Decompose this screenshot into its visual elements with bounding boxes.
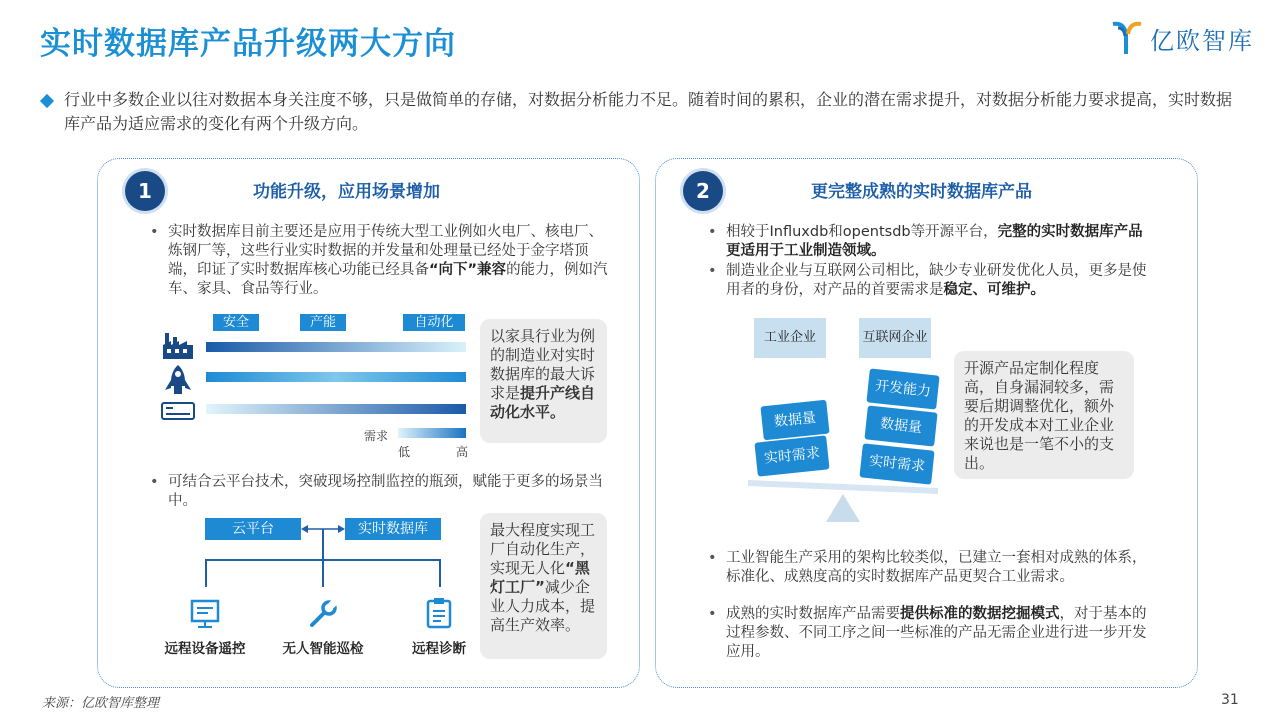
- panel-number-badge: 2: [683, 171, 723, 211]
- bullet-item: • 可结合云平台技术，突破现场控制监控的瓶颈，赋能于更多的场景当中。: [150, 474, 603, 509]
- intro-text: 行业中多数企业以往对数据本身关注度不够，只是做简单的存储，对数据分析能力不足。随着时间的累积，企业的潜在需求提升，对数据分析能力要求提高，实时数据库产品为适应需求的变化有两个升级方向。: [64, 90, 1233, 133]
- remote-control-label: 远程设备遥控: [164, 641, 246, 657]
- bullet-item: • 实时数据库目前主要还是应用于传统大型工业例如火电厂、核电厂、炼钢厂等，这些行业实时数据的并发量和处理量已经处于金字塔顶端，印证了实时数据库核心功能已经具备“向下”兼容的能力，例如汽车、家具、食品等行业。: [150, 224, 608, 297]
- chip-capacity: 产能: [300, 314, 346, 331]
- tile-data-volume: 数据量: [864, 405, 937, 446]
- air-conditioner-icon: [161, 401, 195, 431]
- logo-text: 亿欧智库: [1150, 26, 1254, 55]
- smart-inspection-label: 无人智能巡检: [282, 641, 364, 657]
- logo: [1110, 18, 1254, 58]
- remote-diagnosis-label: 远程诊断: [412, 641, 466, 657]
- panel-title: 更完整成熟的实时数据库产品: [811, 182, 1032, 202]
- connector-line: [205, 559, 207, 587]
- bullet-item: • 工业智能生产采用的架构比较类似，已建立一套相对成熟的体系，标准化、成熟度高的实时数据库产品更契合工业需求。: [708, 550, 1147, 585]
- cloud-platform-box: 云平台: [205, 518, 301, 540]
- panel-title: 功能升级，应用场景增加: [253, 182, 440, 202]
- realtime-db-box: 实时数据库: [345, 518, 441, 540]
- tile-data-volume: 数据量: [760, 400, 829, 441]
- bullet-item: • 制造业企业与互联网公司相比，缺少专业研发优化人员，更多是使用者的身份，对产品的首要需求是稳定、可维护。: [708, 263, 1147, 298]
- diamond-bullet-icon: [40, 94, 54, 108]
- connector-line: [322, 529, 324, 559]
- legend-gradient: [398, 428, 466, 438]
- bullet-item: • 相较于Influxdb和opentsdb等开源平台，完整的实时数据库产品更适用于工业制造领域。: [708, 224, 1143, 259]
- chip-safety: 安全: [213, 314, 259, 331]
- legend-high-label: 高: [456, 445, 469, 459]
- industrial-enterprise-tag: 工业企业: [754, 318, 826, 358]
- connector-line: [439, 559, 441, 587]
- chip-automation: 自动化: [403, 314, 465, 331]
- callout-dark-factory: 最大程度实现工厂自动化生产，实现无人化“黑灯工厂”减少企业人力成本，提高生产效率。: [480, 513, 607, 659]
- tile-realtime-demand: 实时需求: [859, 443, 934, 484]
- page-title: 实时数据库产品升级两大方向: [40, 26, 456, 62]
- wrench-icon: [308, 599, 338, 629]
- clipboard-icon: [425, 597, 453, 629]
- legend-demand-label: 需求: [364, 429, 389, 443]
- demand-bar-automation-high: [206, 404, 466, 414]
- bullet-item: • 成熟的实时数据库产品需要提供标准的数据挖掘模式，对于基本的过程参数、不同工序之间一些标准的产品无需企业进行进一步开发应用。: [708, 606, 1147, 660]
- callout-furniture: 以家具行业为例的制造业对实时数据库的最大诉求是提升产线自动化水平。: [480, 319, 607, 443]
- panel-number-badge: 1: [125, 171, 165, 211]
- internet-enterprise-tag: 互联网企业: [859, 318, 931, 358]
- intro-paragraph: [42, 88, 1242, 136]
- connector-line: [322, 559, 324, 587]
- tile-dev-capability: 开发能力: [866, 368, 939, 409]
- panel-mature-product: [655, 158, 1198, 688]
- rocket-icon: [161, 364, 195, 394]
- callout-open-source: 开源产品定制化程度高，自身漏洞较多，需要后期调整优化，额外的开发成本对工业企业来说也是一笔不小的支出。: [954, 351, 1134, 479]
- legend-low-label: 低: [398, 445, 411, 459]
- page-number: 31: [1221, 692, 1239, 708]
- tile-realtime-demand: 实时需求: [754, 435, 829, 476]
- demand-bar-safety-high: [206, 342, 466, 352]
- logo-mark-icon: [1110, 20, 1144, 56]
- factory-icon: [161, 331, 195, 361]
- balance-scale-icon: [748, 464, 938, 524]
- monitor-icon: [190, 599, 220, 629]
- demand-bar-capacity-high: [206, 372, 466, 382]
- panel-function-upgrade: [97, 158, 640, 688]
- source-note: 来源：亿欧智库整理: [42, 696, 160, 711]
